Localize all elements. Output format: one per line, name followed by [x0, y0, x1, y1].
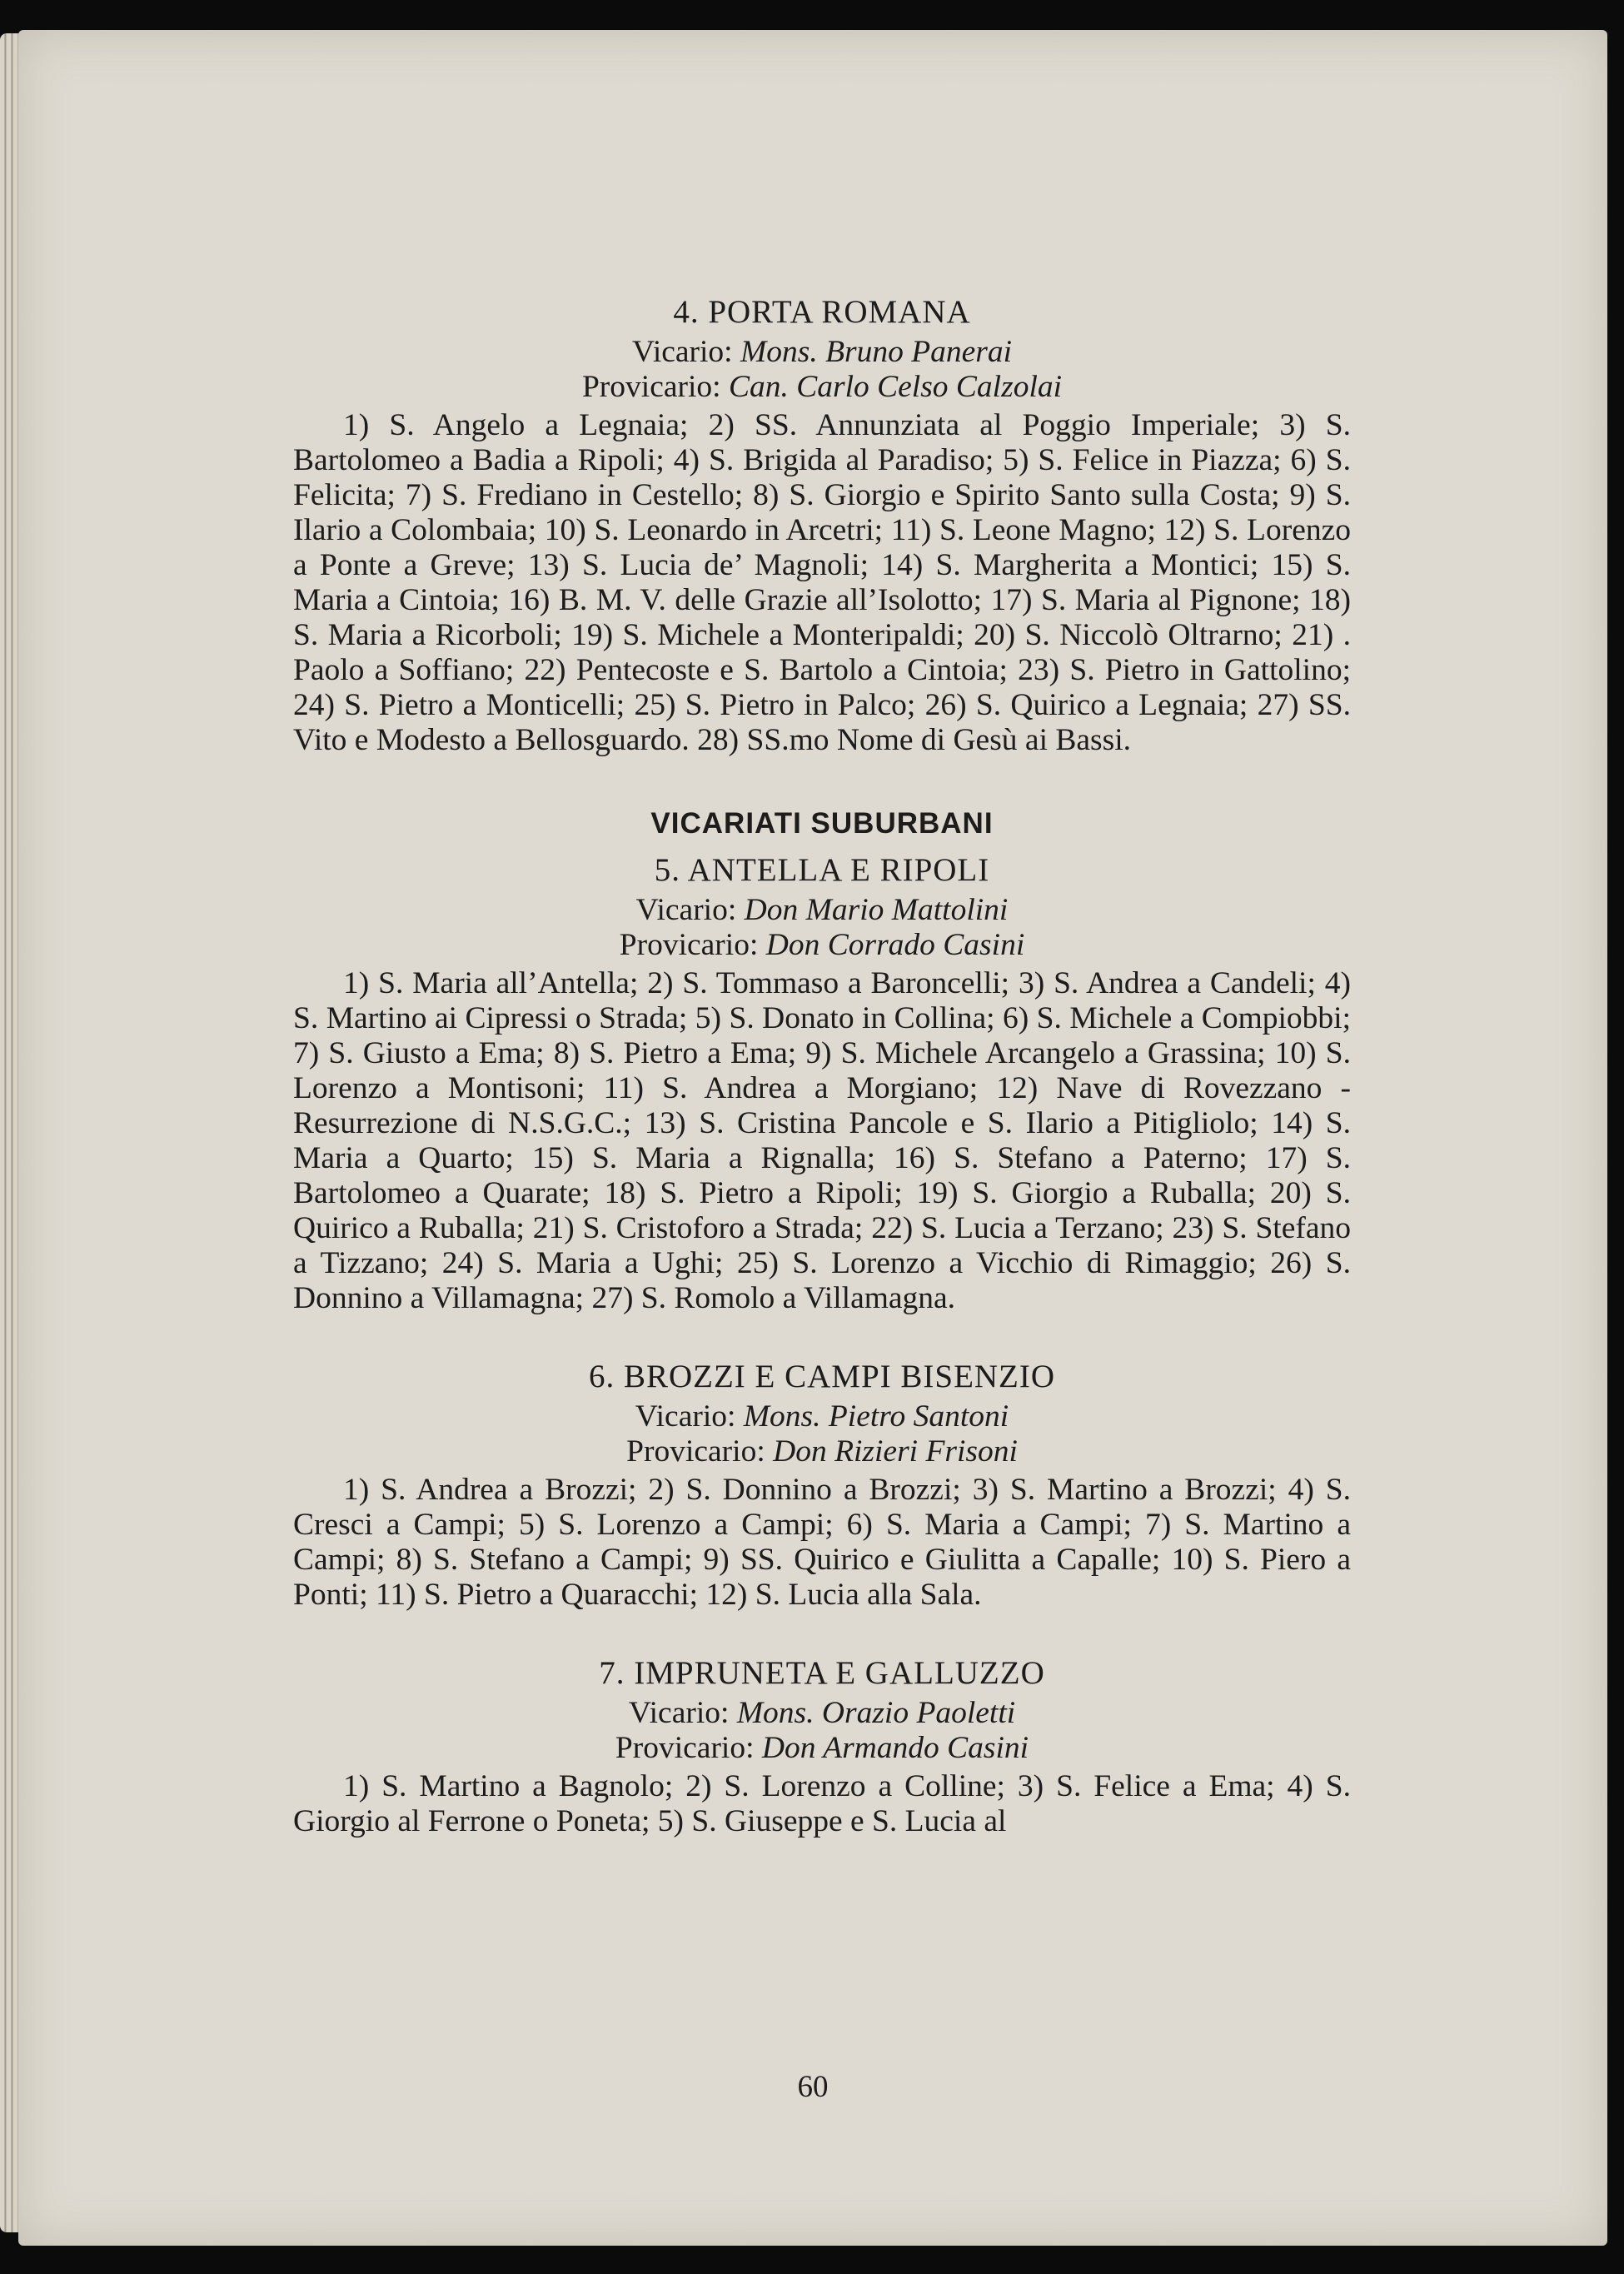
- page-content: [293, 295, 1351, 1839]
- provicar-line: [293, 1731, 1351, 1766]
- provicar-name: Don Corrado Casini: [765, 928, 1025, 962]
- section-heading: 7. IMPRUNETA E GALLUZZO: [599, 1655, 1045, 1691]
- parish-list: 1) S. Andrea a Brozzi; 2) S. Donnino a Brozzi; 3) S. Martino a Brozzi; 4) S. Cresci a Campi; 5) S. Lorenzo a Campi; 6) S. Maria a Campi; 7) S. Martino a Campi; 8) S. Stefano a Campi; 9) SS. Quirico e Giulitta a Capalle; 10) S. Piero a Ponti; 11) S. Pietro a Quaracchi; 12) S. Lucia alla Sala.: [293, 1473, 1351, 1612]
- vicar-name: Mons. Bruno Panerai: [740, 335, 1013, 369]
- vicar-label: Vicario:: [631, 335, 733, 369]
- parish-list: 1) S. Maria all’Antella; 2) S. Tommaso a Baroncelli; 3) S. Andrea a Candeli; 4) S. Martino ai Cipressi o Strada; 5) S. Donato in Collina; 6) S. Michele a Compiobbi; 7) S. Giusto a Ema; 8) S. Pietro a Ema; 9) S. Michele Arcangelo a Grassina; 10) S. Lorenzo a Montisoni; 11) S. Andrea a Morgiano; 12) Nave di Rovezzano - Resurrezione di N.S.G.C.; 13) S. Cristina Pancole e S. Ilario a Pitigliolo; 14) S. Maria a Quarto; 15) S. Maria a Rignalla; 16) S. Stefano a Paterno; 17) S. Bartolomeo a Quarate; 18) S. Pietro a Ripoli; 19) S. Giorgio a Ruballa; 20) S. Quirico a Ruballa; 21) S. Cristoforo a Strada; 22) S. Lucia a Terzano; 23) S. Stefano a Tizzano; 24) S. Maria a Ughi; 25) S. Lorenzo a Vicchio di Rimaggio; 26) S. Donnino a Villamagna; 27) S. Romolo a Villamagna.: [293, 966, 1351, 1315]
- provicar-name: Don Armando Casini: [761, 1731, 1029, 1765]
- section-antella-ripoli: [293, 853, 1351, 1316]
- provicar-label: Provicario:: [615, 1731, 755, 1765]
- provicar-label: Provicario:: [626, 1434, 765, 1469]
- provicar-label: Provicario:: [619, 928, 759, 962]
- section-heading: 5. ANTELLA E RIPOLI: [654, 852, 990, 888]
- provicar-name: Don Rizieri Frisoni: [773, 1434, 1018, 1469]
- section-heading: 4. PORTA ROMANA: [673, 294, 971, 330]
- provicar-label: Provicario:: [581, 370, 721, 404]
- provicar-name: Can. Carlo Celso Calzolai: [728, 370, 1063, 404]
- section-impruneta-galluzzo: [293, 1656, 1351, 1839]
- vicar-line: [293, 335, 1351, 370]
- parish-list: 1) S. Angelo a Legnaia; 2) SS. Annunziata al Poggio Imperiale; 3) S. Bartolomeo a Badia a Ripoli; 4) S. Brigida al Paradiso; 5) S. Felice in Piazza; 6) S. Felicita; 7) S. Frediano in Cestello; 8) S. Giorgio e Spirito Santo sulla Costa; 9) S. Ilario a Colombaia; 10) S. Leonardo in Arcetri; 11) S. Leone Magno; 12) S. Lorenzo a Ponte a Greve; 13) S. Lucia de’ Magnoli; 14) S. Margherita a Montici; 15) S. Maria a Cintoia; 16) B. M. V. delle Grazie all’Isolotto; 17) S. Maria al Pignone; 18) S. Maria a Ricorboli; 19) S. Michele a Monteripaldi; 20) S. Niccolò Oltrarno; 21) . Paolo a Soffiano; 22) Pentecoste e S. Bartolo a Cintoia; 23) S. Pietro in Gattolino; 24) S. Pietro a Monticelli; 25) S. Pietro in Palco; 26) S. Quirico a Legnaia; 27) SS. Vito e Modesto a Bellosguardo. 28) SS.mo Nome di Gesù ai Bassi.: [293, 408, 1351, 757]
- vicar-name: Mons. Pietro Santoni: [743, 1399, 1009, 1434]
- vicar-label: Vicario:: [635, 1399, 736, 1434]
- provicar-line: [293, 1434, 1351, 1469]
- page-number: 60: [797, 2070, 829, 2104]
- section-heading: 6. BROZZI E CAMPI BISENZIO: [588, 1359, 1056, 1394]
- vicar-label: Vicario:: [628, 1696, 730, 1730]
- provicar-line: [293, 928, 1351, 963]
- vicar-name: Mons. Orazio Paoletti: [736, 1696, 1016, 1730]
- provicar-line: [293, 370, 1351, 405]
- vicar-line: [293, 893, 1351, 928]
- vicar-line: [293, 1399, 1351, 1434]
- parish-list: 1) S. Martino a Bagnolo; 2) S. Lorenzo a Colline; 3) S. Felice a Ema; 4) S. Giorgio al Ferrone o Poneta; 5) S. Giuseppe e S. Lucia al: [293, 1769, 1351, 1838]
- vicar-name: Don Mario Mattolini: [744, 893, 1009, 927]
- book-page: [18, 30, 1607, 2246]
- group-title: VICARIATI SUBURBANI: [650, 807, 994, 840]
- vicar-label: Vicario:: [635, 893, 737, 927]
- vicar-line: [293, 1696, 1351, 1731]
- section-brozzi-campi: [293, 1359, 1351, 1613]
- section-porta-romana: [293, 295, 1351, 758]
